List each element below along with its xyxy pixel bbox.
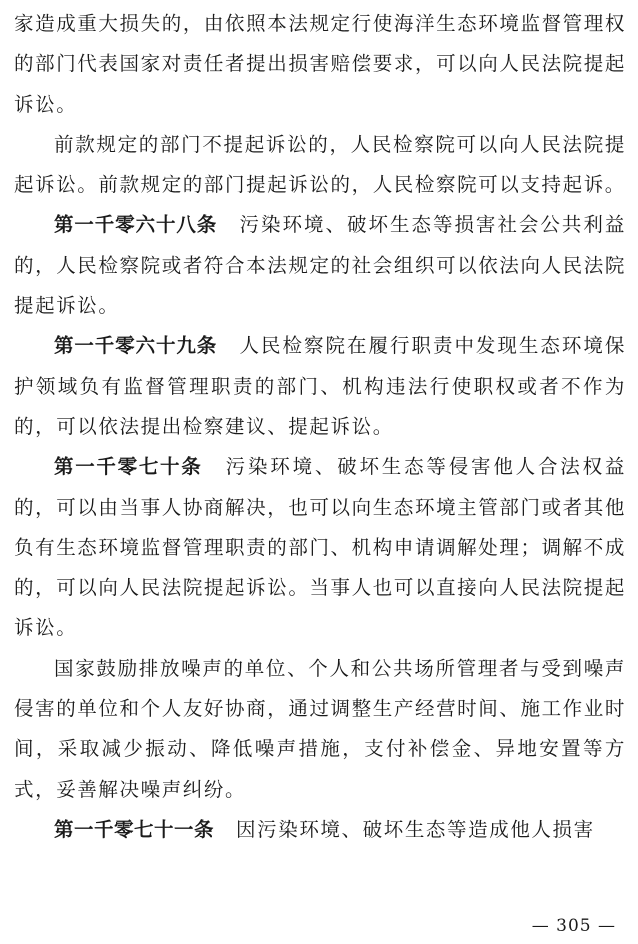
paragraph-text: 家造成重大损失的，由依照本法规定行使海洋生态环境监督管理权的部门代表国家对责任者提出损害赔偿要求，可以向人民法院提起诉讼。 [14,12,626,116]
article-text: 因污染环境、破坏生态等造成他人损害 [236,817,595,841]
body-text [14,4,626,850]
paragraph-text: 前款规定的部门不提起诉讼的，人民检察院可以向人民法院提起诉讼。前款规定的部门提起诉讼的，人民检察院可以支持起诉。 [14,132,626,197]
article-text: 污染环境、破坏生态等损害社会公共利益的，人民检察院或者符合本法规定的社会组织可以依法向人民法院提起诉讼。 [14,213,626,318]
article-number: 第一千零七十一条 [54,817,215,841]
page-number: — 305 — [531,916,616,936]
paragraph-prosecutor-clause [14,125,626,206]
article-1069 [14,326,626,447]
paragraph-continuation [14,4,626,125]
article-1071 [14,810,626,850]
article-number: 第一千零六十八条 [54,213,218,237]
article-text: 人民检察院在履行职责中发现生态环境保护领域负有监督管理职责的部门、机构违法行使职权或者不作为的，可以依法提出检察建议、提起诉讼。 [14,334,626,438]
article-1070 [14,447,626,648]
article-text: 污染环境、破坏生态等侵害他人合法权益的，可以由当事人协商解决，也可以向生态环境主管部门或者其他负有生态环境监督管理职责的部门、机构申请调解处理；调解不成的，可以向人民法院提起诉讼。当事人也可以直接向人民法院提起诉讼。 [14,455,626,640]
paragraph-text: 国家鼓励排放噪声的单位、个人和公共场所管理者与受到噪声侵害的单位和个人友好协商，通过调整生产经营时间、施工作业时间，采取减少振动、降低噪声措施，支付补偿金、异地安置等方式，妥善解决噪声纠纷。 [14,656,626,801]
article-number: 第一千零七十条 [54,455,203,479]
article-number: 第一千零六十九条 [54,334,218,358]
article-1068 [14,205,626,326]
paragraph-noise-mediation [14,649,626,810]
